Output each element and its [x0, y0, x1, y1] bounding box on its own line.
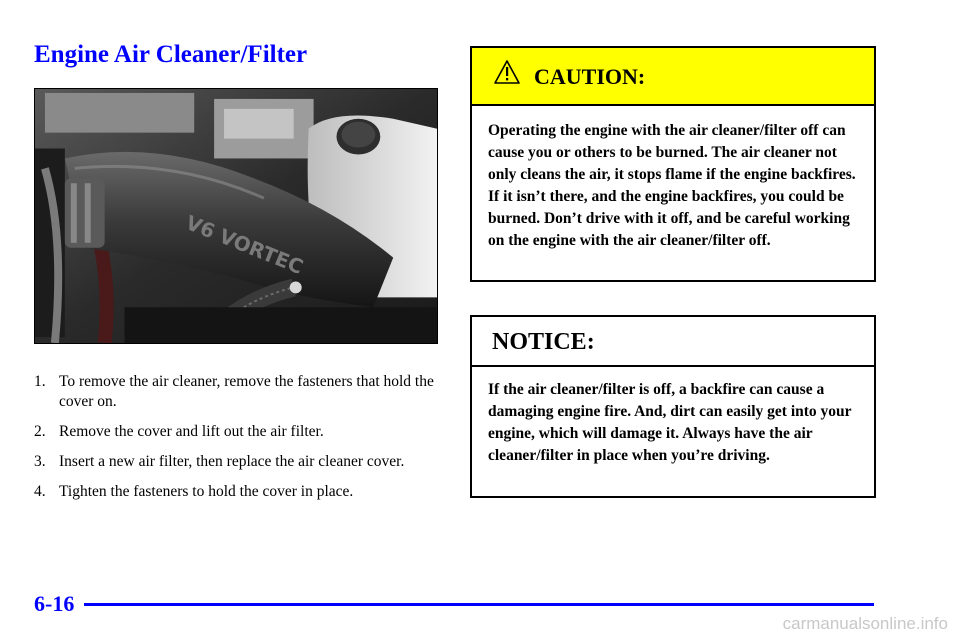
step-number: 4.: [34, 483, 46, 500]
list-item: [34, 372, 444, 412]
step-number: 1.: [34, 373, 46, 390]
watermark: carmanualsonline.info: [782, 614, 948, 633]
step-number: 2.: [34, 423, 46, 440]
notice-box: [470, 315, 876, 498]
engine-air-cleaner-photo: [34, 88, 438, 344]
duct-label: V6 VORTEC: [182, 211, 307, 279]
warning-triangle-icon: [494, 60, 520, 84]
list-item: [34, 482, 444, 502]
step-text: Remove the cover and lift out the air filter.: [59, 423, 324, 440]
notice-title: NOTICE:: [492, 329, 595, 355]
footer-divider: [84, 603, 874, 606]
engine-photo-illustration: [35, 89, 437, 343]
step-text: Tighten the fasteners to hold the cover in place.: [59, 483, 354, 500]
list-item: [34, 452, 444, 472]
page-title: Engine Air Cleaner/Filter: [34, 41, 308, 68]
list-item: [34, 422, 444, 442]
caution-title: CAUTION:: [534, 64, 646, 89]
caution-text: Operating the engine with the air cleaner/filter off can cause you or others to be burned. The air cleaner not only cleans the air, it stops flame if the engine backfires. If it isn’t there, and the engine backfires, you could be burned. Don’t drive with it off, and be careful working on the engine with the air cleaner/filter off.: [488, 122, 856, 249]
page-number: 6-16: [34, 591, 75, 616]
caution-header: [472, 48, 874, 106]
step-text: Insert a new air filter, then replace the air cleaner cover.: [59, 453, 405, 470]
step-number: 3.: [34, 453, 46, 470]
notice-header: [472, 317, 874, 367]
instruction-steps: [34, 372, 444, 512]
notice-text: If the air cleaner/filter is off, a backfire can cause a damaging engine fire. And, dirt can easily get into your engine, which will damage it. Always have the air cleaner/filter in place when you’re driving.: [488, 381, 852, 464]
caution-box: [470, 46, 876, 282]
step-text: To remove the air cleaner, remove the fasteners that hold the cover on.: [59, 373, 434, 410]
